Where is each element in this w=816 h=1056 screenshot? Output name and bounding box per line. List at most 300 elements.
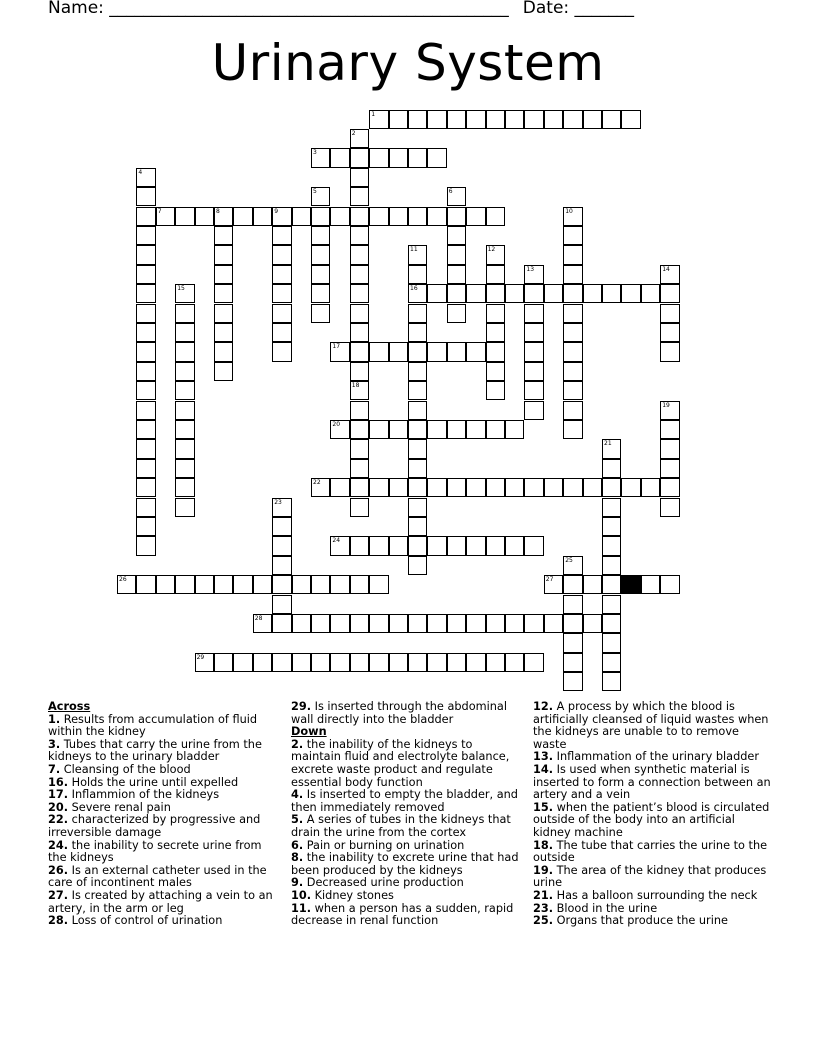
grid-cell[interactable]	[408, 517, 427, 536]
grid-cell[interactable]	[136, 265, 155, 284]
grid-cell[interactable]	[136, 536, 155, 555]
grid-cell[interactable]	[447, 304, 466, 323]
grid-cell[interactable]	[427, 614, 446, 633]
grid-cell[interactable]	[136, 342, 155, 361]
grid-cell[interactable]	[466, 478, 485, 497]
grid-cell[interactable]	[408, 381, 427, 400]
grid-cell[interactable]	[427, 420, 446, 439]
grid-cell[interactable]	[350, 420, 369, 439]
grid-cell[interactable]	[214, 304, 233, 323]
clue-text: the inability of the kidneys to maintain fluid and electrolyte balance, excrete waste product and regulate essential body function	[291, 737, 510, 789]
grid-cell[interactable]	[563, 401, 582, 420]
grid-cell[interactable]	[505, 420, 524, 439]
grid-cell[interactable]	[369, 207, 388, 226]
grid-cell[interactable]	[427, 207, 446, 226]
grid-cell[interactable]	[447, 536, 466, 555]
grid-cell[interactable]	[544, 614, 563, 633]
grid-cell[interactable]	[389, 420, 408, 439]
grid-cell[interactable]	[486, 265, 505, 284]
clue-number: 9.	[291, 876, 304, 890]
down-clue	[533, 915, 773, 928]
grid-cell[interactable]	[660, 478, 679, 497]
grid-cell[interactable]	[136, 304, 155, 323]
grid-cell[interactable]	[136, 245, 155, 264]
grid-cell[interactable]	[563, 245, 582, 264]
grid-cell[interactable]	[233, 207, 252, 226]
grid-cell[interactable]	[602, 575, 621, 594]
grid-cell[interactable]	[272, 265, 291, 284]
grid-cell[interactable]	[427, 110, 446, 129]
clue-text: Inflammion of the kidneys	[68, 788, 220, 802]
across-clue	[48, 739, 278, 764]
grid-cell[interactable]	[292, 575, 311, 594]
grid-cell[interactable]	[175, 401, 194, 420]
grid-cell[interactable]	[272, 304, 291, 323]
grid-cell[interactable]	[486, 284, 505, 303]
grid-cell[interactable]	[136, 420, 155, 439]
grid-cell[interactable]	[583, 110, 602, 129]
grid-cell[interactable]	[505, 284, 524, 303]
grid-cell[interactable]	[408, 439, 427, 458]
down-clue	[291, 789, 521, 814]
grid-cell[interactable]	[350, 362, 369, 381]
grid-cell[interactable]	[408, 556, 427, 575]
grid-cell[interactable]	[350, 304, 369, 323]
grid-cell[interactable]	[330, 653, 349, 672]
grid-cell[interactable]	[214, 323, 233, 342]
grid-cell[interactable]	[602, 614, 621, 633]
grid-cell[interactable]	[408, 478, 427, 497]
clue-number: 3.	[48, 737, 61, 751]
grid-cell[interactable]	[350, 342, 369, 361]
grid-cell[interactable]	[602, 536, 621, 555]
grid-cell[interactable]	[311, 304, 330, 323]
grid-cell[interactable]	[389, 653, 408, 672]
down-clue	[291, 852, 521, 877]
grid-cell[interactable]	[350, 207, 369, 226]
grid-cell[interactable]	[447, 420, 466, 439]
grid-cell[interactable]	[524, 381, 543, 400]
grid-cell[interactable]	[350, 614, 369, 633]
grid-cell[interactable]	[466, 110, 485, 129]
grid-cell[interactable]	[330, 148, 349, 167]
grid-cell[interactable]	[466, 207, 485, 226]
grid-cell[interactable]	[369, 420, 388, 439]
grid-cell[interactable]	[524, 614, 543, 633]
grid-cell[interactable]	[660, 420, 679, 439]
grid-cell[interactable]	[408, 148, 427, 167]
grid-cell[interactable]	[641, 478, 660, 497]
grid-cell[interactable]	[408, 110, 427, 129]
grid-cell[interactable]	[447, 653, 466, 672]
grid-cell[interactable]	[486, 536, 505, 555]
grid-cell[interactable]	[136, 575, 155, 594]
grid-cell[interactable]	[408, 207, 427, 226]
grid-cell[interactable]	[136, 517, 155, 536]
grid-cell[interactable]	[253, 207, 272, 226]
grid-cell[interactable]	[369, 614, 388, 633]
grid-cell[interactable]	[602, 498, 621, 517]
clue-heading: Down	[291, 725, 327, 739]
grid-cell[interactable]	[486, 614, 505, 633]
grid-cell[interactable]	[447, 226, 466, 245]
grid-cell[interactable]	[505, 653, 524, 672]
grid-cell[interactable]	[524, 478, 543, 497]
grid-cell[interactable]	[408, 342, 427, 361]
grid-cell[interactable]	[272, 536, 291, 555]
grid-cell[interactable]	[602, 633, 621, 652]
grid-cell[interactable]	[369, 536, 388, 555]
grid-cell[interactable]	[292, 207, 311, 226]
grid-cell[interactable]	[602, 110, 621, 129]
grid-cell[interactable]	[136, 362, 155, 381]
grid-cell[interactable]	[641, 575, 660, 594]
grid-cell[interactable]	[408, 362, 427, 381]
grid-cell[interactable]	[563, 478, 582, 497]
clue-number: 28.	[48, 914, 69, 928]
clue-number: 16.	[48, 775, 69, 789]
grid-cell[interactable]	[272, 595, 291, 614]
grid-cell[interactable]	[136, 498, 155, 517]
grid-cell[interactable]	[272, 614, 291, 633]
grid-cell[interactable]	[408, 653, 427, 672]
grid-cell[interactable]	[660, 439, 679, 458]
grid-cell[interactable]	[583, 284, 602, 303]
grid-cell[interactable]	[544, 284, 563, 303]
grid-cell[interactable]	[175, 478, 194, 497]
grid-cell[interactable]	[214, 265, 233, 284]
grid-cell[interactable]	[175, 323, 194, 342]
grid-cell[interactable]	[563, 420, 582, 439]
grid-cell[interactable]	[350, 148, 369, 167]
grid-cell[interactable]	[136, 187, 155, 206]
grid-cell[interactable]	[272, 342, 291, 361]
grid-cell[interactable]	[427, 536, 446, 555]
grid-cell[interactable]	[175, 362, 194, 381]
grid-cell[interactable]	[156, 575, 175, 594]
grid-cell[interactable]	[466, 653, 485, 672]
grid-cell[interactable]	[427, 284, 446, 303]
grid-cell[interactable]	[214, 575, 233, 594]
grid-cell[interactable]	[369, 478, 388, 497]
name-field[interactable]: Name: _______________________________________________	[48, 0, 509, 18]
grid-cell[interactable]	[389, 478, 408, 497]
grid-cell[interactable]	[272, 226, 291, 245]
clue-number: 2	[351, 129, 356, 137]
grid-cell[interactable]	[408, 401, 427, 420]
grid-cell[interactable]	[447, 284, 466, 303]
grid-cell[interactable]	[486, 478, 505, 497]
grid-cell[interactable]	[408, 420, 427, 439]
grid-cell[interactable]	[389, 536, 408, 555]
grid-cell[interactable]	[175, 439, 194, 458]
grid-cell[interactable]	[175, 498, 194, 517]
grid-cell[interactable]	[602, 672, 621, 691]
grid-cell[interactable]	[214, 226, 233, 245]
grid-cell[interactable]	[253, 653, 272, 672]
grid-cell[interactable]	[602, 556, 621, 575]
grid-cell[interactable]	[486, 207, 505, 226]
grid-cell[interactable]	[350, 401, 369, 420]
grid-cell[interactable]	[350, 187, 369, 206]
grid-cell[interactable]	[563, 362, 582, 381]
clue-number: 28	[254, 614, 263, 622]
grid-cell[interactable]	[544, 110, 563, 129]
grid-cell[interactable]	[408, 536, 427, 555]
grid-cell[interactable]	[486, 110, 505, 129]
clue-number: 8.	[291, 851, 304, 865]
grid-cell[interactable]	[563, 633, 582, 652]
grid-cell[interactable]	[272, 517, 291, 536]
grid-cell[interactable]	[524, 653, 543, 672]
grid-cell[interactable]	[389, 148, 408, 167]
grid-cell[interactable]	[350, 575, 369, 594]
grid-cell[interactable]	[253, 575, 272, 594]
grid-cell[interactable]	[563, 265, 582, 284]
clue-number: 24	[332, 537, 341, 545]
grid-cell[interactable]	[233, 653, 252, 672]
grid-cell[interactable]	[272, 653, 291, 672]
grid-cell[interactable]	[350, 226, 369, 245]
grid-cell[interactable]	[660, 459, 679, 478]
clue-number: 23.	[533, 901, 554, 915]
grid-cell[interactable]	[660, 575, 679, 594]
grid-cell[interactable]	[195, 207, 214, 226]
grid-cell[interactable]	[660, 498, 679, 517]
clue-text: the inability to excrete urine that had been produced by the kidneys	[291, 851, 519, 877]
grid-cell[interactable]	[311, 653, 330, 672]
grid-cell[interactable]	[408, 498, 427, 517]
grid-cell[interactable]	[466, 614, 485, 633]
grid-cell[interactable]	[563, 304, 582, 323]
grid-cell[interactable]	[486, 323, 505, 342]
grid-cell[interactable]	[311, 284, 330, 303]
grid-cell[interactable]	[136, 207, 155, 226]
grid-cell[interactable]	[660, 284, 679, 303]
grid-cell[interactable]	[350, 653, 369, 672]
grid-cell[interactable]	[505, 478, 524, 497]
grid-cell[interactable]	[621, 110, 640, 129]
grid-cell[interactable]	[563, 614, 582, 633]
across-clue	[48, 915, 278, 928]
grid-cell[interactable]	[427, 653, 446, 672]
grid-cell[interactable]	[427, 478, 446, 497]
grid-cell[interactable]	[524, 110, 543, 129]
grid-cell[interactable]	[292, 614, 311, 633]
grid-cell[interactable]	[389, 110, 408, 129]
grid-cell[interactable]	[524, 362, 543, 381]
grid-cell[interactable]	[136, 284, 155, 303]
grid-cell[interactable]	[330, 478, 349, 497]
grid-cell[interactable]	[524, 342, 543, 361]
grid-cell[interactable]	[272, 575, 291, 594]
clue-number: 20	[332, 420, 341, 428]
grid-cell[interactable]	[505, 110, 524, 129]
grid-cell[interactable]	[350, 323, 369, 342]
grid-cell[interactable]	[233, 575, 252, 594]
grid-cell[interactable]	[389, 342, 408, 361]
grid-cell[interactable]	[311, 226, 330, 245]
clue-number: 16	[410, 285, 418, 293]
clue-text: Decreased urine production	[303, 876, 464, 890]
grid-cell[interactable]	[214, 362, 233, 381]
grid-cell[interactable]	[350, 168, 369, 187]
grid-cell[interactable]	[195, 575, 214, 594]
grid-cell[interactable]	[486, 304, 505, 323]
grid-cell[interactable]	[330, 575, 349, 594]
grid-cell[interactable]	[136, 439, 155, 458]
grid-cell[interactable]	[524, 536, 543, 555]
grid-cell[interactable]	[214, 245, 233, 264]
grid-cell[interactable]	[408, 265, 427, 284]
grid-cell[interactable]	[466, 342, 485, 361]
grid-cell[interactable]	[563, 226, 582, 245]
grid-cell[interactable]	[602, 517, 621, 536]
grid-cell[interactable]	[408, 459, 427, 478]
grid-cell[interactable]	[175, 342, 194, 361]
grid-cell[interactable]	[466, 420, 485, 439]
clue-number: 17.	[48, 788, 69, 802]
grid-cell[interactable]	[350, 498, 369, 517]
grid-cell[interactable]	[350, 245, 369, 264]
date-field[interactable]: Date: _______	[522, 0, 635, 18]
clue-text: Tubes that carry the urine from the kidneys to the urinary bladder	[48, 737, 262, 764]
grid-cell[interactable]	[350, 439, 369, 458]
grid-cell[interactable]	[311, 245, 330, 264]
grid-cell[interactable]	[311, 265, 330, 284]
grid-cell[interactable]	[621, 284, 640, 303]
grid-cell[interactable]	[544, 478, 563, 497]
grid-cell[interactable]	[350, 478, 369, 497]
grid-cell[interactable]	[136, 401, 155, 420]
grid-cell[interactable]	[350, 536, 369, 555]
grid-cell[interactable]	[330, 207, 349, 226]
grid-cell[interactable]	[369, 148, 388, 167]
grid-cell[interactable]	[524, 304, 543, 323]
grid-cell[interactable]	[563, 595, 582, 614]
grid-cell[interactable]	[563, 672, 582, 691]
grid-cell[interactable]	[408, 614, 427, 633]
grid-cell[interactable]	[369, 653, 388, 672]
grid-cell[interactable]	[505, 614, 524, 633]
grid-cell[interactable]	[563, 575, 582, 594]
grid-cell[interactable]	[583, 478, 602, 497]
grid-cell[interactable]	[447, 207, 466, 226]
grid-cell[interactable]	[524, 323, 543, 342]
grid-cell[interactable]	[408, 304, 427, 323]
grid-cell[interactable]	[602, 478, 621, 497]
grid-cell[interactable]	[272, 556, 291, 575]
grid-cell[interactable]	[486, 420, 505, 439]
grid-cell[interactable]	[660, 304, 679, 323]
grid-cell[interactable]	[524, 284, 543, 303]
grid-cell[interactable]	[466, 284, 485, 303]
grid-cell[interactable]	[505, 536, 524, 555]
grid-cell[interactable]	[447, 110, 466, 129]
grid-cell[interactable]	[369, 575, 388, 594]
grid-cell[interactable]	[563, 342, 582, 361]
grid-cell[interactable]	[583, 575, 602, 594]
grid-cell[interactable]	[602, 284, 621, 303]
grid-cell[interactable]	[272, 245, 291, 264]
grid-cell[interactable]	[136, 323, 155, 342]
grid-cell[interactable]	[447, 478, 466, 497]
grid-cell[interactable]	[136, 381, 155, 400]
grid-cell[interactable]	[175, 207, 194, 226]
grid-cell[interactable]	[330, 614, 349, 633]
clue-number: 27.	[48, 888, 69, 902]
grid-cell[interactable]	[214, 342, 233, 361]
grid-cell[interactable]	[447, 245, 466, 264]
grid-cell[interactable]	[602, 459, 621, 478]
clue-number: 9	[274, 207, 279, 215]
grid-cell[interactable]	[408, 323, 427, 342]
grid-cell[interactable]	[350, 459, 369, 478]
grid-cell[interactable]	[427, 342, 446, 361]
grid-cell[interactable]	[272, 284, 291, 303]
grid-cell[interactable]	[486, 362, 505, 381]
grid-cell[interactable]	[427, 148, 446, 167]
grid-cell[interactable]	[389, 614, 408, 633]
grid-cell[interactable]	[563, 323, 582, 342]
clue-text: A series of tubes in the kidneys that drain the urine from the cortex	[291, 813, 511, 839]
grid-cell[interactable]	[563, 284, 582, 303]
grid-cell[interactable]	[350, 265, 369, 284]
grid-cell[interactable]	[602, 595, 621, 614]
grid-cell[interactable]	[175, 459, 194, 478]
grid-cell[interactable]	[175, 304, 194, 323]
grid-cell[interactable]	[389, 207, 408, 226]
grid-cell[interactable]	[486, 342, 505, 361]
clue-number: 20.	[48, 800, 69, 814]
grid-cell[interactable]	[136, 459, 155, 478]
grid-cell[interactable]	[136, 226, 155, 245]
grid-cell[interactable]	[175, 420, 194, 439]
grid-cell[interactable]	[486, 381, 505, 400]
grid-cell[interactable]	[350, 284, 369, 303]
grid-cell[interactable]	[660, 342, 679, 361]
grid-cell[interactable]	[466, 536, 485, 555]
grid-cell[interactable]	[641, 284, 660, 303]
grid-cell[interactable]	[563, 110, 582, 129]
grid-cell[interactable]	[563, 381, 582, 400]
clue-number: 14.	[533, 762, 554, 776]
clue-text: Severe renal pain	[68, 800, 171, 814]
grid-cell[interactable]	[447, 265, 466, 284]
grid-cell[interactable]	[583, 614, 602, 633]
grid-cell[interactable]	[602, 653, 621, 672]
grid-cell[interactable]	[136, 478, 155, 497]
grid-cell[interactable]	[447, 342, 466, 361]
grid-cell[interactable]	[214, 653, 233, 672]
grid-cell[interactable]	[292, 653, 311, 672]
grid-cell[interactable]	[214, 284, 233, 303]
grid-cell[interactable]	[524, 401, 543, 420]
grid-cell[interactable]	[175, 575, 194, 594]
grid-cell[interactable]	[311, 207, 330, 226]
grid-cell[interactable]	[311, 614, 330, 633]
grid-cell[interactable]	[175, 381, 194, 400]
grid-cell[interactable]	[486, 653, 505, 672]
grid-cell[interactable]	[563, 653, 582, 672]
grid-cell[interactable]	[369, 342, 388, 361]
grid-cell[interactable]	[447, 614, 466, 633]
grid-cell[interactable]	[311, 575, 330, 594]
clue-number: 5.	[291, 813, 304, 827]
grid-cell[interactable]	[621, 478, 640, 497]
grid-cell[interactable]	[272, 323, 291, 342]
grid-cell[interactable]	[660, 323, 679, 342]
